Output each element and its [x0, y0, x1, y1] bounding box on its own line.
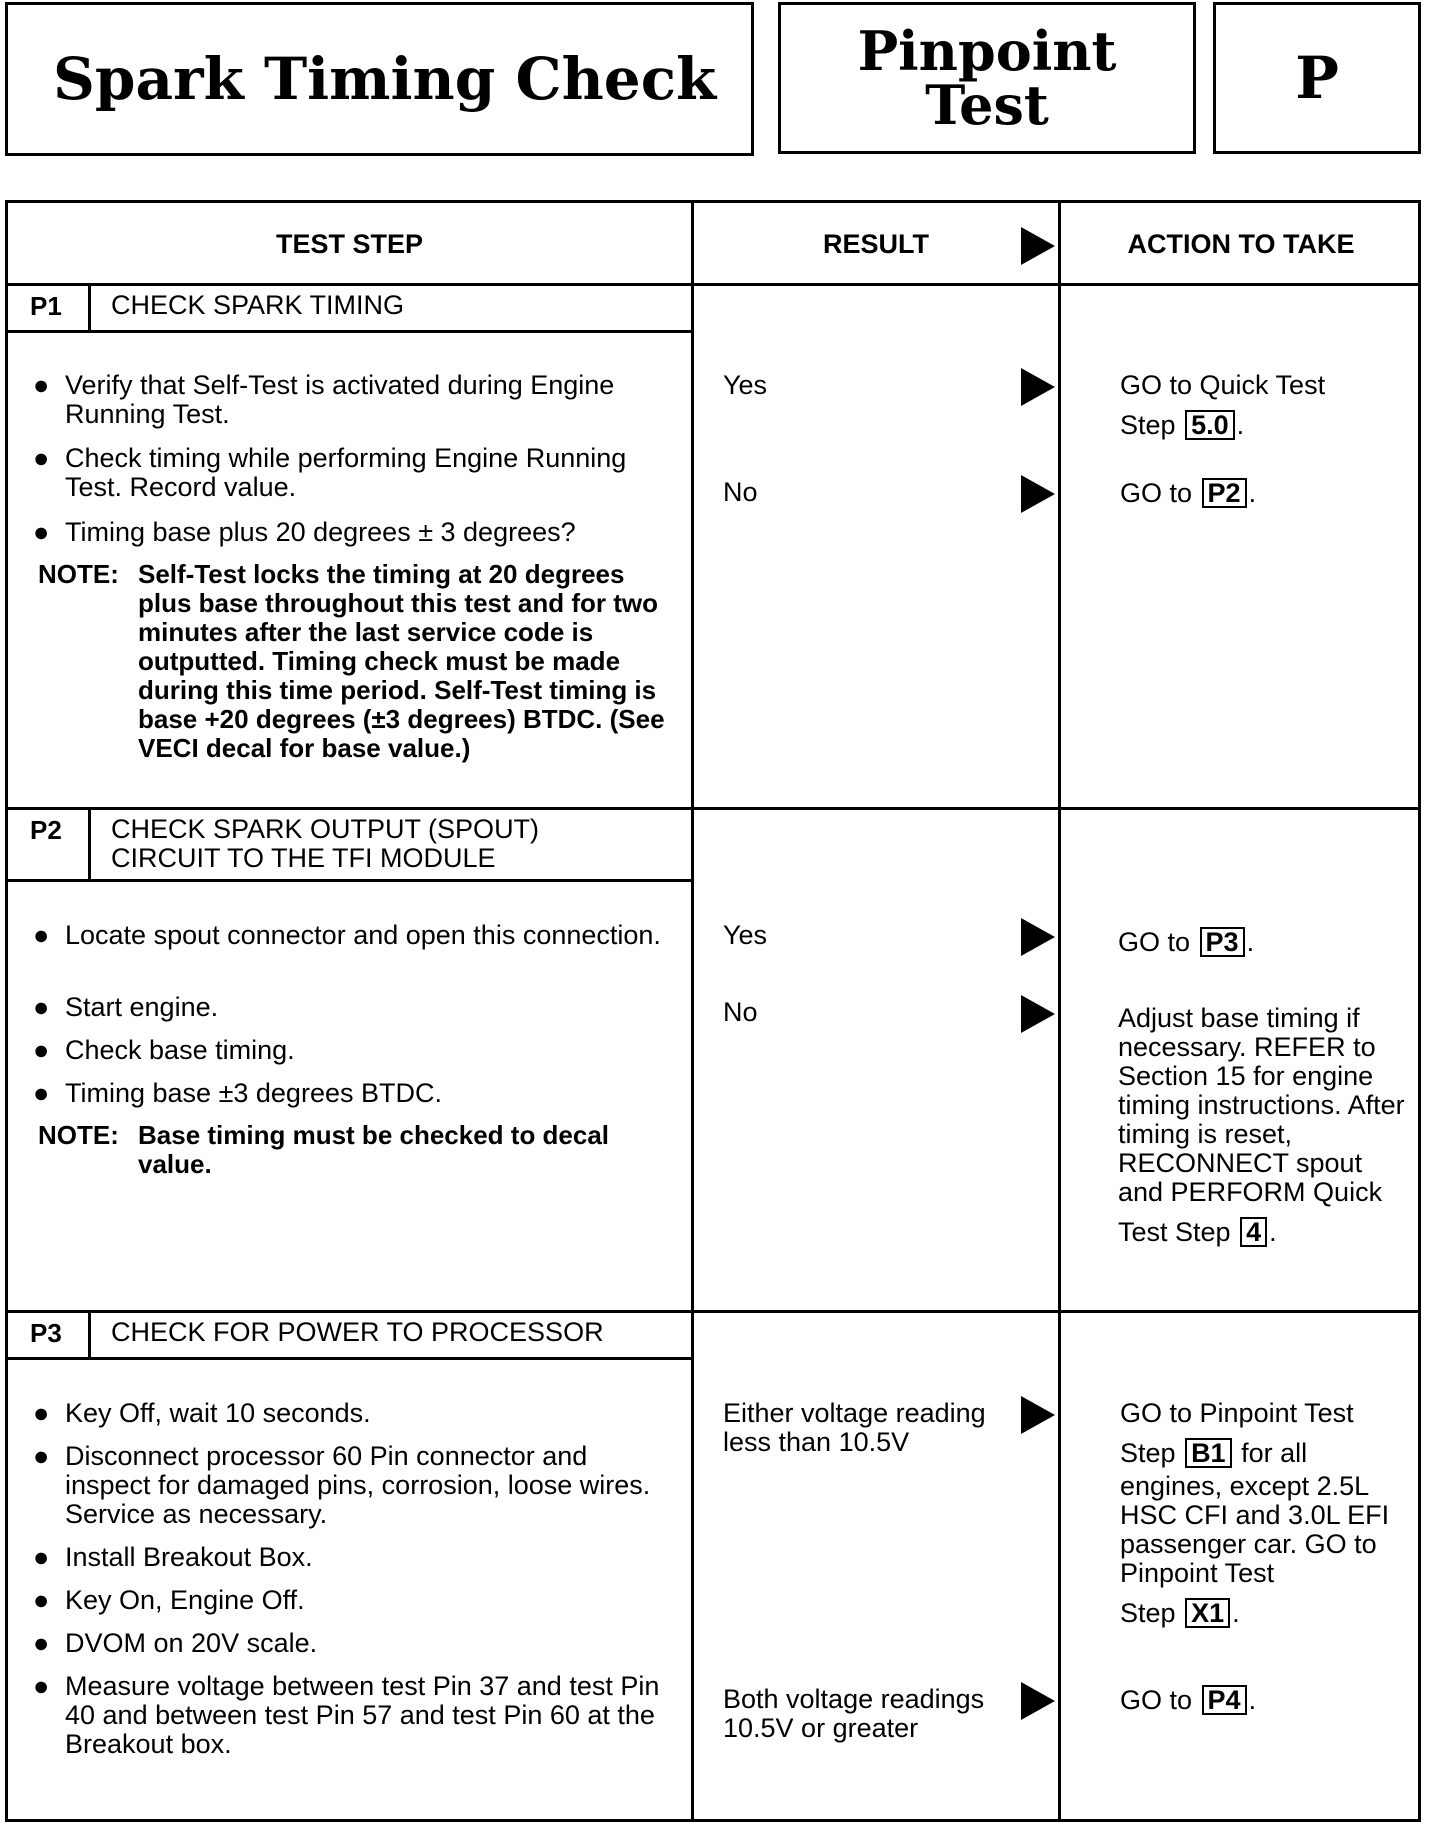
step-p2-title — [111, 815, 539, 873]
bullet-text: ● Start engine. — [65, 992, 219, 1022]
step-reference-link[interactable]: P4 — [1202, 1685, 1247, 1715]
bullet-text: ● Verify that Self-Test is activated during Engine Running Test. — [65, 370, 615, 429]
result-arrow-icon — [1021, 227, 1055, 265]
step-p3-bullet — [33, 1442, 663, 1529]
page-title — [5, 2, 754, 156]
note-text: Self-Test locks the timing at 20 degrees plus base throughout this test and for two minutes after the last service code is outputted. Timing check must be made during this time period. Self-Test timing is base +20 degrees (±3 degrees) BTDC. (See VECI decal for base value.) — [138, 559, 665, 763]
step-title-line: CIRCUIT TO THE TFI MODULE — [111, 843, 496, 873]
note-text: Base timing must be checked to decal value. — [138, 1120, 610, 1179]
step-p1-bullet — [33, 444, 663, 502]
step-reference-link[interactable]: P2 — [1202, 478, 1247, 508]
test-type-line1: Pinpoint — [857, 19, 1117, 83]
arrow-icon — [1021, 918, 1055, 956]
step-p2-bullet — [33, 993, 663, 1022]
action-text: engines, except 2.5L HSC CFI and 3.0L EFI passenger car. GO to Pinpoint Test — [1120, 1471, 1390, 1588]
bullet-text: ● Timing base ±3 degrees BTDC. — [65, 1078, 442, 1108]
column-header-result — [694, 203, 1058, 285]
bullet-text: ● Check timing while performing Engine Running Test. Record value. — [65, 443, 627, 502]
test-letter: P — [1295, 44, 1339, 112]
step-p3-bullet — [33, 1543, 663, 1572]
test-table — [5, 200, 1421, 1822]
bullet-text: ● Disconnect processor 60 Pin connector and inspect for damaged pins, corrosion, loose wires. Service as necessary. — [65, 1441, 651, 1529]
step-p3-bullet — [33, 1399, 663, 1428]
step-p2-header — [8, 807, 691, 882]
action-text: Step — [1120, 410, 1176, 440]
action-text: GO to — [1120, 478, 1193, 508]
note-label: NOTE: — [38, 1120, 119, 1150]
step-p3-title: CHECK FOR POWER TO PROCESSOR — [111, 1317, 604, 1347]
step-p2-bullet — [33, 921, 663, 950]
column-header-test-step — [8, 203, 691, 285]
step-p2-id: P2 — [8, 810, 91, 879]
step-p3-header — [8, 1310, 691, 1360]
test-letter-box — [1213, 2, 1421, 154]
arrow-icon — [1021, 1396, 1055, 1434]
action-text: Step — [1120, 1438, 1176, 1468]
test-type-box — [778, 2, 1196, 154]
bullet-text: ● Key On, Engine Off. — [65, 1585, 305, 1615]
bullet-text: ● Measure voltage between test Pin 37 and test Pin 40 and between test Pin 57 and test Pin 60 at the Breakout box. — [65, 1671, 660, 1759]
arrow-icon — [1021, 475, 1055, 513]
step-p3-bullet — [33, 1672, 663, 1759]
bullet-text: ● Install Breakout Box. — [65, 1542, 313, 1572]
action-text: GO to — [1120, 1685, 1193, 1715]
action-text: Step — [1120, 1598, 1176, 1628]
step-p1-action-yes: GO to Quick Test Step 5.0 . — [1120, 370, 1326, 440]
action-text: GO to Pinpoint Test — [1120, 1398, 1354, 1428]
step-reference-link[interactable]: 4 — [1240, 1217, 1267, 1247]
step-p2-result-yes: Yes — [723, 920, 768, 950]
page-title-text: Spark Timing Check — [53, 45, 717, 113]
step-p3-id: P3 — [8, 1313, 91, 1357]
step-p2-bullet — [33, 1036, 663, 1065]
step-p1-note — [38, 560, 678, 763]
step-reference-link[interactable]: P3 — [1200, 927, 1245, 957]
step-p2-note — [38, 1121, 678, 1179]
arrow-icon — [1021, 995, 1055, 1033]
step-p1-title: CHECK SPARK TIMING — [111, 290, 405, 320]
arrow-icon — [1021, 1682, 1055, 1720]
step-p1-header — [8, 283, 691, 333]
column-divider-2 — [1058, 203, 1061, 1819]
test-type-line2: Test — [925, 73, 1049, 137]
step-p1-id: P1 — [8, 286, 91, 330]
bullet-text: ● Key Off, wait 10 seconds. — [65, 1398, 371, 1428]
action-text: GO to Quick Test — [1120, 370, 1326, 400]
bullet-text: ● Check base timing. — [65, 1035, 295, 1065]
step-p2-action-yes: GO to P3 . — [1118, 927, 1255, 957]
step-p1-bullet — [33, 371, 663, 429]
step-p3-bullet — [33, 1629, 663, 1658]
step-title-line: CHECK SPARK OUTPUT (SPOUT) — [111, 814, 540, 844]
step-p3-result-ok: Both voltage readings 10.5V or greater — [723, 1684, 985, 1743]
bullet-text: ● Timing base plus 20 degrees ± 3 degrees? — [65, 517, 576, 547]
step-p1-result-no: No — [723, 477, 758, 507]
step-reference-link[interactable]: 5.0 — [1185, 410, 1235, 440]
step-p3-action-low: GO to Pinpoint Test Step B1 for all engines, except 2.5L HSC CFI and 3.0L EFI passenger car. GO to Pinpoint Test Step X1 . — [1120, 1399, 1410, 1628]
column-header-action — [1061, 203, 1421, 285]
step-p3-bullet — [33, 1586, 663, 1615]
column-header-result-label: RESULT — [823, 228, 929, 259]
step-p2-result-no: No — [723, 997, 758, 1027]
bullet-text: ● Locate spout connector and open this connection. — [65, 920, 661, 950]
step-reference-link[interactable]: X1 — [1185, 1598, 1230, 1628]
step-p1-result-yes: Yes — [723, 370, 768, 400]
step-p2-bullet — [33, 1079, 663, 1108]
arrow-icon — [1021, 368, 1055, 406]
action-text: Adjust base timing if necessary. REFER to Section 15 for engine timing instructions. After timing is reset, RECONNECT spout and PERFORM Quick — [1118, 1003, 1405, 1207]
step-p2-action-no: Adjust base timing if necessary. REFER to Section 15 for engine timing instructions. After timing is reset, RECONNECT spout and PERFORM Quick Test Step 4 . — [1118, 1003, 1405, 1247]
column-header-action-label: ACTION TO TAKE — [1127, 228, 1355, 259]
step-p3-action-ok: GO to P4 . — [1120, 1685, 1257, 1715]
step-p1-bullet — [33, 518, 663, 547]
action-text: GO to — [1118, 927, 1191, 957]
step-reference-link[interactable]: B1 — [1185, 1438, 1232, 1468]
step-p3-result-low: Either voltage reading less than 10.5V — [723, 1398, 986, 1457]
column-divider-1 — [691, 203, 694, 1819]
column-header-test-step-label: TEST STEP — [275, 228, 424, 259]
step-p1-action-no: GO to P2 . — [1120, 478, 1257, 508]
note-label: NOTE: — [38, 559, 119, 589]
action-text: for all — [1241, 1438, 1308, 1468]
bullet-text: ● DVOM on 20V scale. — [65, 1628, 318, 1658]
action-text: Test Step — [1118, 1217, 1231, 1247]
